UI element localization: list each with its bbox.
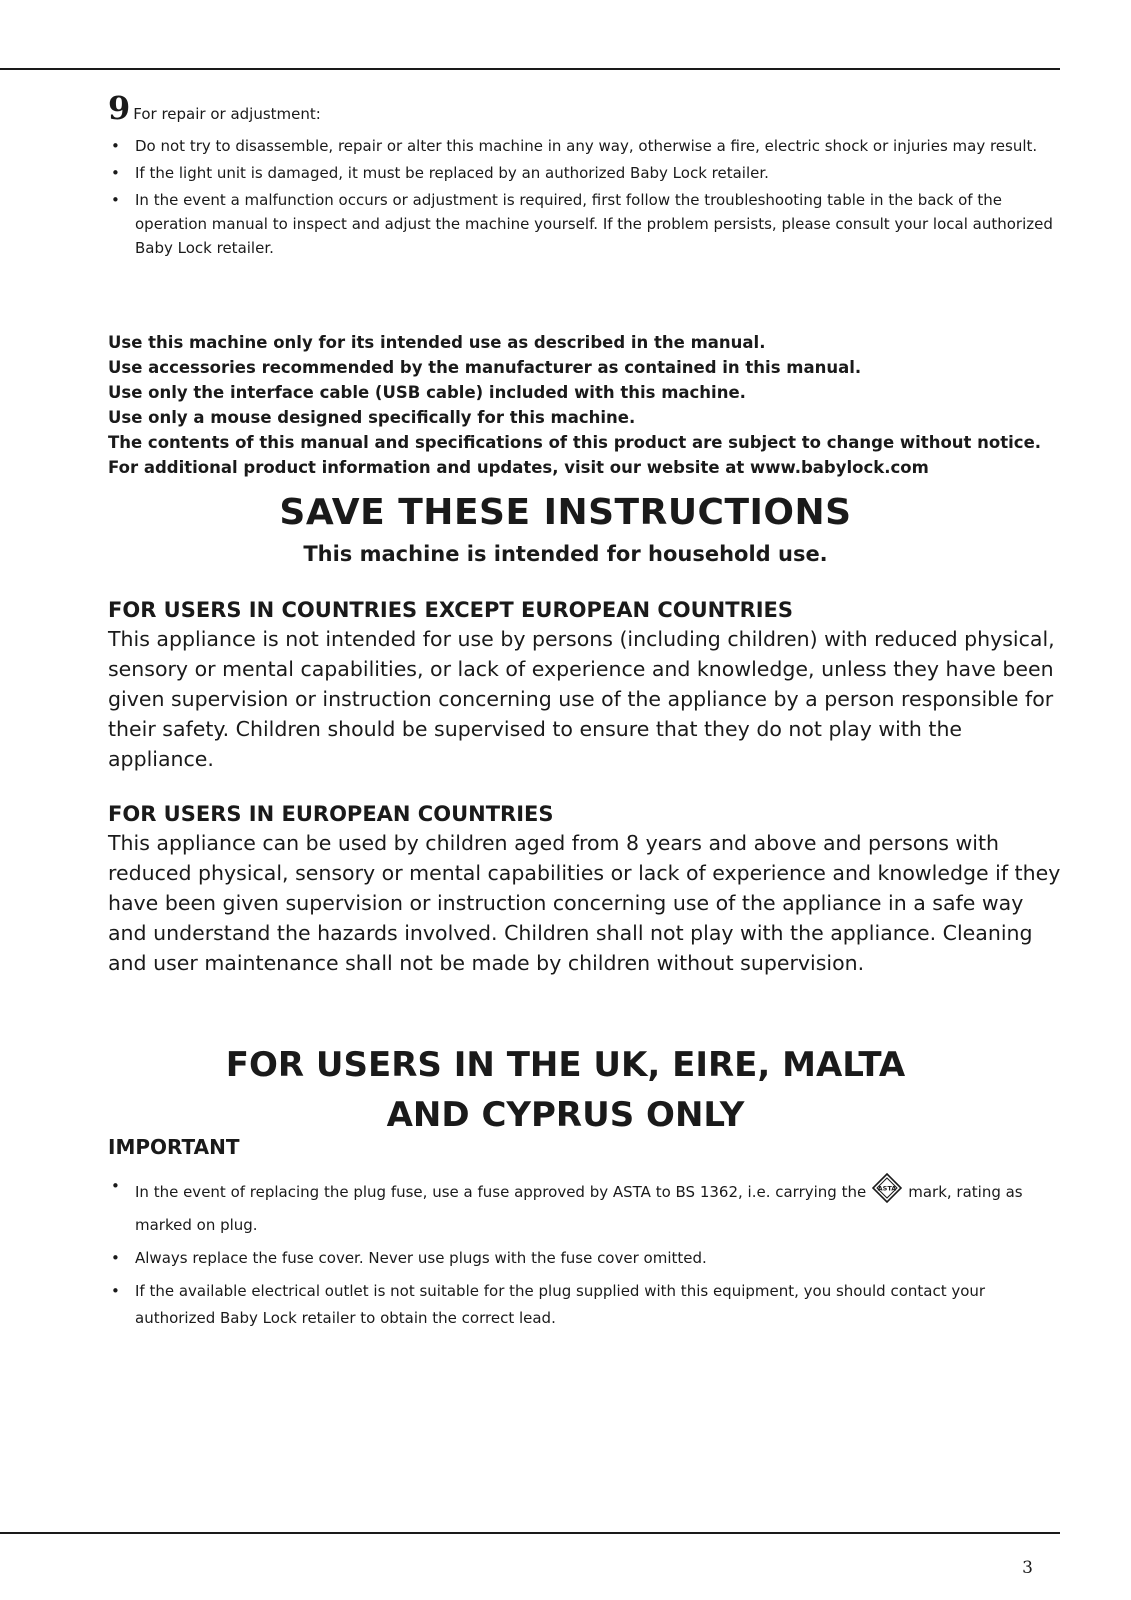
important-section	[108, 1135, 1058, 1338]
non-european-users-section	[108, 598, 1068, 774]
european-users-section	[108, 802, 1068, 978]
section-heading: FOR USERS IN EUROPEAN COUNTRIES	[108, 802, 554, 826]
important-bullet-list	[108, 1173, 1058, 1332]
list-item: • Always replace the fuse cover. Never use plugs with the fuse cover omitted.	[108, 1245, 1058, 1272]
top-rule	[0, 68, 1060, 70]
notice-line: Use only a mouse designed specifically for this machine.	[108, 408, 636, 427]
section-heading: FOR USERS IN COUNTRIES EXCEPT EUROPEAN COUNTRIES	[108, 598, 794, 622]
important-heading: IMPORTANT	[108, 1135, 240, 1159]
uk-section-title	[0, 1040, 1131, 1140]
asta-mark-icon	[872, 1173, 902, 1212]
list-item-text: In the event of replacing the plug fuse, use a fuse approved by ASTA to BS 1362, i.e. carrying the	[135, 1183, 867, 1201]
notice-line: Use accessories recommended by the manufacturer as contained in this manual.	[108, 358, 862, 377]
section-title: For repair or adjustment:	[133, 105, 321, 123]
notice-line: The contents of this manual and specifications of this product are subject to change without notice.	[108, 433, 1042, 452]
list-item	[108, 1173, 1058, 1239]
notice-line: Use only the interface cable (USB cable) included with this machine.	[108, 383, 746, 402]
repair-section	[108, 89, 1058, 263]
list-item: • If the light unit is damaged, it must be replaced by an authorized Baby Lock retailer.	[108, 161, 1058, 185]
svg-text:ASTA: ASTA	[877, 1184, 897, 1193]
page-number: 3	[1022, 1558, 1033, 1578]
notice-line: Use this machine only for its intended use as described in the manual.	[108, 333, 766, 352]
household-use-subtitle: This machine is intended for household use.	[303, 542, 828, 566]
usage-notices	[108, 330, 1068, 480]
list-item: • In the event a malfunction occurs or adjustment is required, first follow the troubleshooting table in the back of the operation manual to inspect and adjust the machine yourself. If the problem persists, please consult your local authorized Baby Lock retailer.	[108, 188, 1058, 260]
bottom-rule	[0, 1532, 1060, 1534]
section-body: This appliance can be used by children aged from 8 years and above and persons with reduced physical, sensory or mental capabilities or lack of experience and knowledge if they have been given supervision or instruction concerning use of the appliance in a safe way and understand the hazards involved. Children shall not play with the appliance. Cleaning and user maintenance shall not be made by children without supervision.	[108, 831, 1061, 975]
list-item: • If the available electrical outlet is not suitable for the plug supplied with this equipment, you should contact your authorized Baby Lock retailer to obtain the correct lead.	[108, 1278, 1058, 1332]
uk-title-line: FOR USERS IN THE UK, EIRE, MALTA	[225, 1045, 906, 1085]
section-body: This appliance is not intended for use by persons (including children) with reduced physical, sensory or mental capabilities, or lack of experience and knowledge, unless they have been given supervision or instruction concerning use of the appliance by a person responsible for their safety. Children should be supervised to ensure that they do not play with the appliance.	[108, 627, 1055, 771]
notice-line: For additional product information and updates, visit our website at www.babylock.com	[108, 458, 929, 477]
list-item: • Do not try to disassemble, repair or alter this machine in any way, otherwise a fire, electric shock or injuries may result.	[108, 134, 1058, 158]
repair-bullet-list	[108, 134, 1058, 260]
uk-title-line: AND CYPRUS ONLY	[386, 1095, 745, 1135]
list-item-text: mark, rating as marked on plug.	[135, 1183, 1023, 1234]
section-heading	[108, 89, 1058, 127]
section-number: 9	[108, 89, 131, 127]
save-instructions-title: SAVE THESE INSTRUCTIONS	[279, 492, 852, 533]
